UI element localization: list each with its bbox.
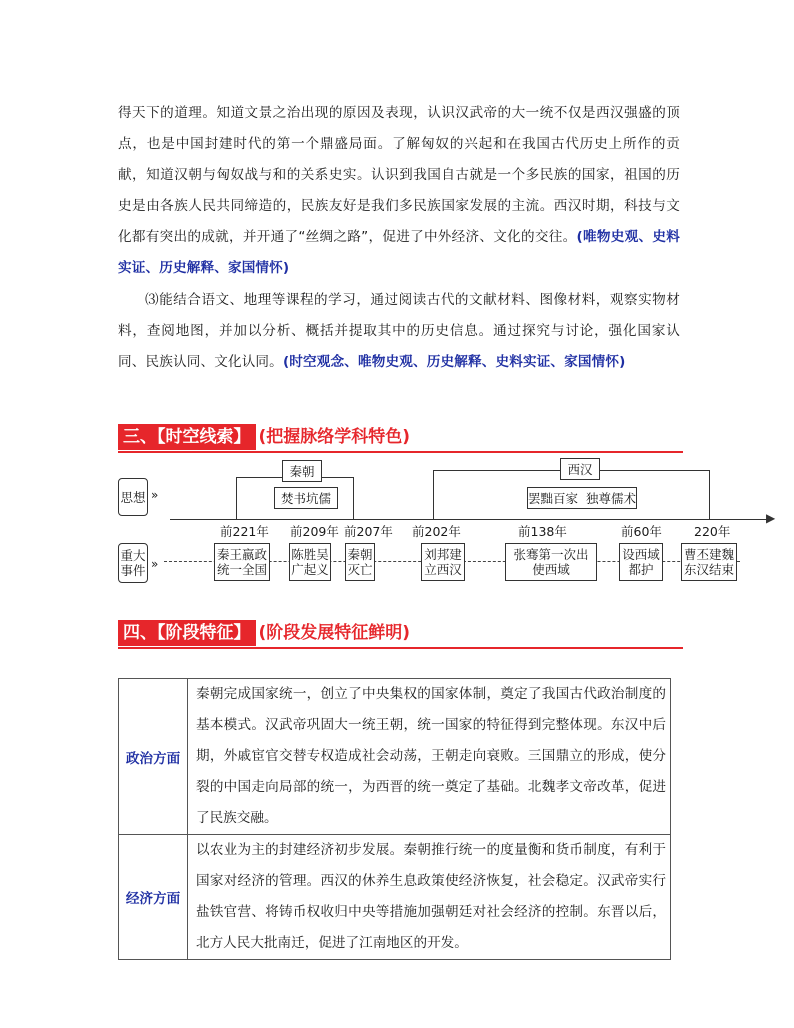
- axis-arrowhead-icon: ▶: [766, 511, 776, 525]
- year-label: 前207年: [344, 524, 393, 539]
- year-label: 220年: [694, 524, 731, 539]
- event-box: 秦王嬴政统一全国: [214, 543, 270, 581]
- section-rule: [118, 647, 683, 649]
- event-box: 设西域都护: [619, 543, 663, 581]
- row-label-event: 重大事件: [118, 543, 148, 583]
- section-subtitle: (阶段发展特征鲜明): [258, 623, 411, 643]
- point3-literacy-tags: (时空观念、唯物史观、历史解释、史料实证、家国情怀): [282, 354, 626, 370]
- point3-text: ⑶能结合语文、地理等课程的学习，通过阅读古代的文献材料、图像材料，观察实物材料，查阅地图，并加以分析、概括并提取其中的历史信息。通过探究与讨论，强化国家认同、民族认同、文化认同。: [118, 292, 680, 370]
- row-text-economy: 以农业为主的封建经济初步发展。秦朝推行统一的度量衡和货币制度，有利于国家对经济的管理。西汉的休养生息政策使经济恢复，社会稳定。汉武帝实行盐铁官营、将铸币权收归中央等措施加强朝廷对社会经济的控制。东晋以后，北方人民大批南迁，促进了江南地区的开发。: [188, 835, 671, 960]
- row-label-economy: 经济方面: [119, 835, 188, 960]
- section-rule: [118, 451, 683, 453]
- qin-bracket-right: [353, 477, 354, 519]
- table-row: [119, 835, 671, 960]
- period-qin: 秦朝: [282, 460, 322, 482]
- section-heading-timeline: [118, 424, 683, 450]
- table-row: [119, 679, 671, 835]
- section-tag: 四、【阶段特征】: [118, 620, 256, 646]
- han-bracket-right: [709, 470, 710, 519]
- event-box: 张骞第一次出使西域: [505, 543, 597, 581]
- year-label: 前221年: [220, 524, 269, 539]
- row-label-thought: 思想: [118, 478, 148, 516]
- intro-literacy-tags: (唯物史观、史料实证、历史解释、家国情怀): [118, 229, 680, 276]
- section-subtitle: (把握脉络学科特色): [258, 427, 411, 447]
- year-label: 前209年: [290, 524, 339, 539]
- year-label: 前202年: [412, 524, 461, 539]
- row-arrows-thought: »: [151, 488, 159, 502]
- point3-paragraph: [118, 285, 680, 378]
- event-box: 秦朝灭亡: [345, 543, 375, 581]
- timeline-axis: [170, 519, 772, 520]
- event-box: 刘邦建立西汉: [421, 543, 465, 581]
- intro-paragraph: [118, 98, 680, 284]
- row-text-politics: 秦朝完成国家统一，创立了中央集权的国家体制，奠定了我国古代政治制度的基本模式。汉武帝巩固大一统王朝，统一国家的特征得到完整体现。东汉中后期，外戚宦官交替专权造成社会动荡，王朝走向衰败。三国鼎立的形成，使分裂的中国走向局部的统一，为西晋的统一奠定了基础。北魏孝文帝改革，促进了民族交融。: [188, 679, 671, 835]
- year-label: 前138年: [518, 524, 567, 539]
- event-box: 陈胜吴广起义: [289, 543, 331, 581]
- section-tag: 三、【时空线索】: [118, 424, 256, 450]
- row-arrows-event: »: [151, 557, 159, 571]
- section-heading-stage: [118, 620, 683, 646]
- row-label-politics: 政治方面: [119, 679, 188, 835]
- thought-qin: 焚书坑儒: [274, 487, 338, 509]
- han-bracket-left: [433, 470, 434, 519]
- event-box: 曹丕建魏东汉结束: [681, 543, 737, 581]
- year-label: 前60年: [621, 524, 662, 539]
- qin-bracket-left: [236, 477, 237, 519]
- period-western-han: 西汉: [560, 458, 600, 480]
- stage-table: [118, 678, 671, 960]
- thought-western-han: 罢黜百家 独尊儒术: [527, 487, 637, 509]
- intro-text: 得天下的道理。知道文景之治出现的原因及表现，认识汉武帝的大一统不仅是西汉强盛的顶点，也是中国封建时代的第一个鼎盛局面。了解匈奴的兴起和在我国古代历史上所作的贡献，知道汉朝与匈奴战与和的关系史实。认识到我国自古就是一个多民族的国家，祖国的历史是由各族人民共同缔造的，民族友好是我们多民族国家发展的主流。西汉时期，科技与文化都有突出的成就，并开通了“丝绸之路”，促进了中外经济、文化的交往。: [118, 105, 680, 245]
